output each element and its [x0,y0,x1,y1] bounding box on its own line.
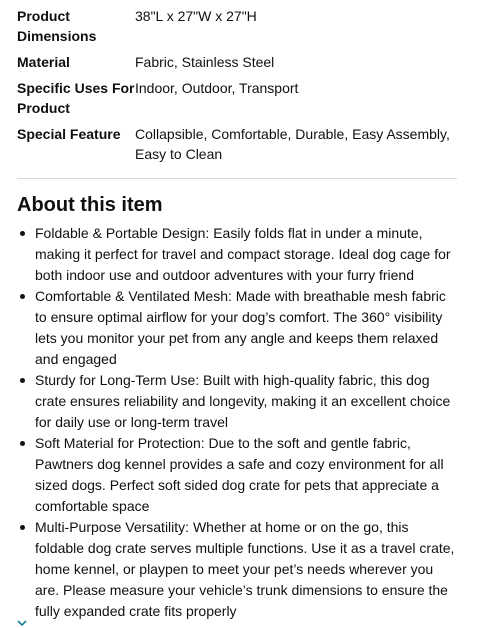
feature-bullets [17,223,461,622]
spec-key: Product Dimensions [17,8,97,44]
about-title: About this item [17,194,163,216]
feature-bullet: Foldable & Portable Design: Easily folds flat in under a minute, making it perfect for travel and compact storage. Ideal dog cage for both indoor use and outdoor adventures with your furry friend [17,223,461,286]
chevron-down-icon[interactable] [17,618,27,628]
spec-row-uses [17,78,461,124]
feature-bullet: Soft Material for Protection: Due to the soft and gentle fabric, Pawtners dog kennel provides a safe and cozy environment for all sized dogs. Perfect soft sided dog crate for pets that appreciate a comfortable space [17,433,461,517]
product-details [17,0,461,622]
spec-value: Collapsible, Comfortable, Durable, Easy Assembly, Easy to Clean [135,126,450,162]
spec-row-dimensions [17,6,461,52]
section-divider [17,178,457,179]
feature-bullet: Comfortable & Ventilated Mesh: Made with breathable mesh fabric to ensure optimal airflow for your dog’s comfort. The 360° visibility lets you monitor your pet from any angle and keeps them relaxed and engaged [17,286,461,370]
feature-bullet: Sturdy for Long-Term Use: Built with high-quality fabric, this dog crate ensures reliability and longevity, making it an excellent choice for daily use or long-term travel [17,370,461,433]
spec-key: Material [17,54,70,70]
product-specs-table [17,6,461,170]
spec-value: Indoor, Outdoor, Transport [135,80,299,96]
spec-key: Specific Uses For Product [17,80,135,116]
spec-key: Special Feature [17,126,121,142]
spec-value: 38"L x 27"W x 27"H [135,8,257,24]
spec-value: Fabric, Stainless Steel [135,54,275,70]
spec-row-material [17,52,461,78]
spec-row-feature [17,124,461,170]
feature-bullet: Multi-Purpose Versatility: Whether at home or on the go, this foldable dog crate serves multiple functions. Use it as a travel crate, home kennel, or playpen to meet your pet’s needs wherever you are. Please measure your vehicle’s trunk dimensions to ensure the fully expanded crate fits properly [17,517,461,622]
